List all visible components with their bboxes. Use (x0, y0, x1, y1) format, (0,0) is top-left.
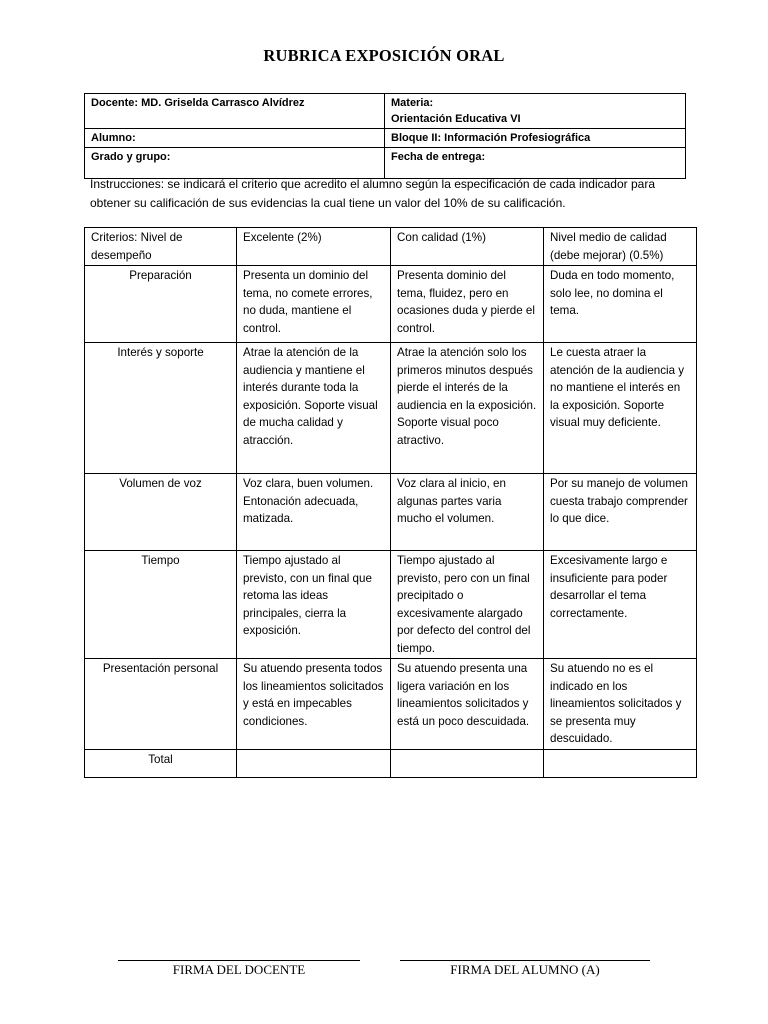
nivel-medio-cell: Excesivamente largo e insuficiente para poder desarrollar el tema correctamente. (544, 551, 697, 659)
header-criterios: Criterios: Nivel de desempeño (85, 228, 237, 266)
header-excelente: Excelente (2%) (237, 228, 391, 266)
excelente-cell: Su atuendo presenta todos los lineamientos solicitados y está en impecables condiciones. (237, 659, 391, 750)
rubric-table (84, 227, 697, 778)
materia-cell (385, 94, 686, 129)
document-title: RUBRICA EXPOSICIÓN ORAL (263, 46, 505, 65)
excelente-cell: Voz clara, buen volumen. Entonación adecuada, matizada. (237, 474, 391, 551)
rubric-row-volumen (85, 474, 697, 551)
criterion-cell: Volumen de voz (85, 474, 237, 551)
alumno-signature-line (400, 960, 650, 961)
criterion-cell: Preparación (85, 266, 237, 343)
rubric-header-row (85, 228, 697, 266)
excelente-cell: Atrae la atención de la audiencia y mantiene el interés durante toda la exposición. Soporte visual de mucha calidad y atracción. (237, 343, 391, 474)
fecha-cell: Fecha de entrega: (385, 148, 686, 179)
header-con-calidad: Con calidad (1%) (391, 228, 544, 266)
con-calidad-cell: Atrae la atención solo los primeros minutos después pierde el interés de la audiencia en la exposición. Soporte visual poco atractivo. (391, 343, 544, 474)
docente-signature-label: FIRMA DEL DOCENTE (172, 962, 306, 977)
info-row-docente (85, 94, 686, 129)
rubric-row-total (85, 749, 697, 777)
header-nivel-medio: Nivel medio de calidad (debe mejorar) (0.5%) (544, 228, 697, 266)
con-calidad-cell: Su atuendo presenta una ligera variación en los lineamientos solicitados y está un poco descuidada. (391, 659, 544, 750)
nivel-medio-cell: Su atuendo no es el indicado en los lineamientos solicitados y se presenta muy descuidado. (544, 659, 697, 750)
con-calidad-cell: Voz clara al inicio, en algunas partes varia mucho el volumen. (391, 474, 544, 551)
criterion-cell: Presentación personal (85, 659, 237, 750)
criterion-cell: Interés y soporte (85, 343, 237, 474)
con-calidad-cell: Presenta dominio del tema, fluidez, pero en ocasiones duda y pierde el control. (391, 266, 544, 343)
total-nivel-medio-cell[interactable] (544, 749, 697, 777)
info-row-grado (85, 148, 686, 179)
rubric-row-preparacion (85, 266, 697, 343)
instructions: Instrucciones: se indicará el criterio que acredito el alumno según la especificación de cada indicador para obtener su calificación de sus evidencias la cual tiene un valor del 10% de su calificación. (90, 177, 655, 210)
docente-signature-line (118, 960, 360, 961)
alumno-cell: Alumno: (85, 129, 385, 148)
nivel-medio-cell: Por su manejo de volumen cuesta trabajo comprender lo que dice. (544, 474, 697, 551)
rubric-row-presentacion (85, 659, 697, 750)
docente-cell: Docente: MD. Griselda Carrasco Alvídrez (85, 94, 385, 129)
excelente-cell: Tiempo ajustado al previsto, con un final que retoma las ideas principales, cierra la exposición. (237, 551, 391, 659)
materia-label: Materia: (391, 97, 434, 109)
rubric-row-interes (85, 343, 697, 474)
excelente-cell: Presenta un dominio del tema, no comete errores, no duda, mantiene el control. (237, 266, 391, 343)
nivel-medio-cell: Le cuesta atraer la atención de la audiencia y no mantiene el interés en la exposición. Soporte visual muy deficiente. (544, 343, 697, 474)
criterion-cell: Tiempo (85, 551, 237, 659)
grado-cell: Grado y grupo: (85, 148, 385, 179)
total-excelente-cell[interactable] (237, 749, 391, 777)
total-label-cell: Total (85, 749, 237, 777)
info-table (84, 93, 686, 179)
total-con-calidad-cell[interactable] (391, 749, 544, 777)
bloque-cell: Bloque II: Información Profesiográfica (385, 129, 686, 148)
con-calidad-cell: Tiempo ajustado al previsto, pero con un final precipitado o excesivamente alargado por defecto del control del tiempo. (391, 551, 544, 659)
alumno-signature-label: FIRMA DEL ALUMNO (A) (450, 962, 600, 977)
materia-value: Orientación Educativa VI (391, 113, 521, 125)
rubric-row-tiempo (85, 551, 697, 659)
nivel-medio-cell: Duda en todo momento, solo lee, no domina el tema. (544, 266, 697, 343)
info-row-alumno (85, 129, 686, 148)
